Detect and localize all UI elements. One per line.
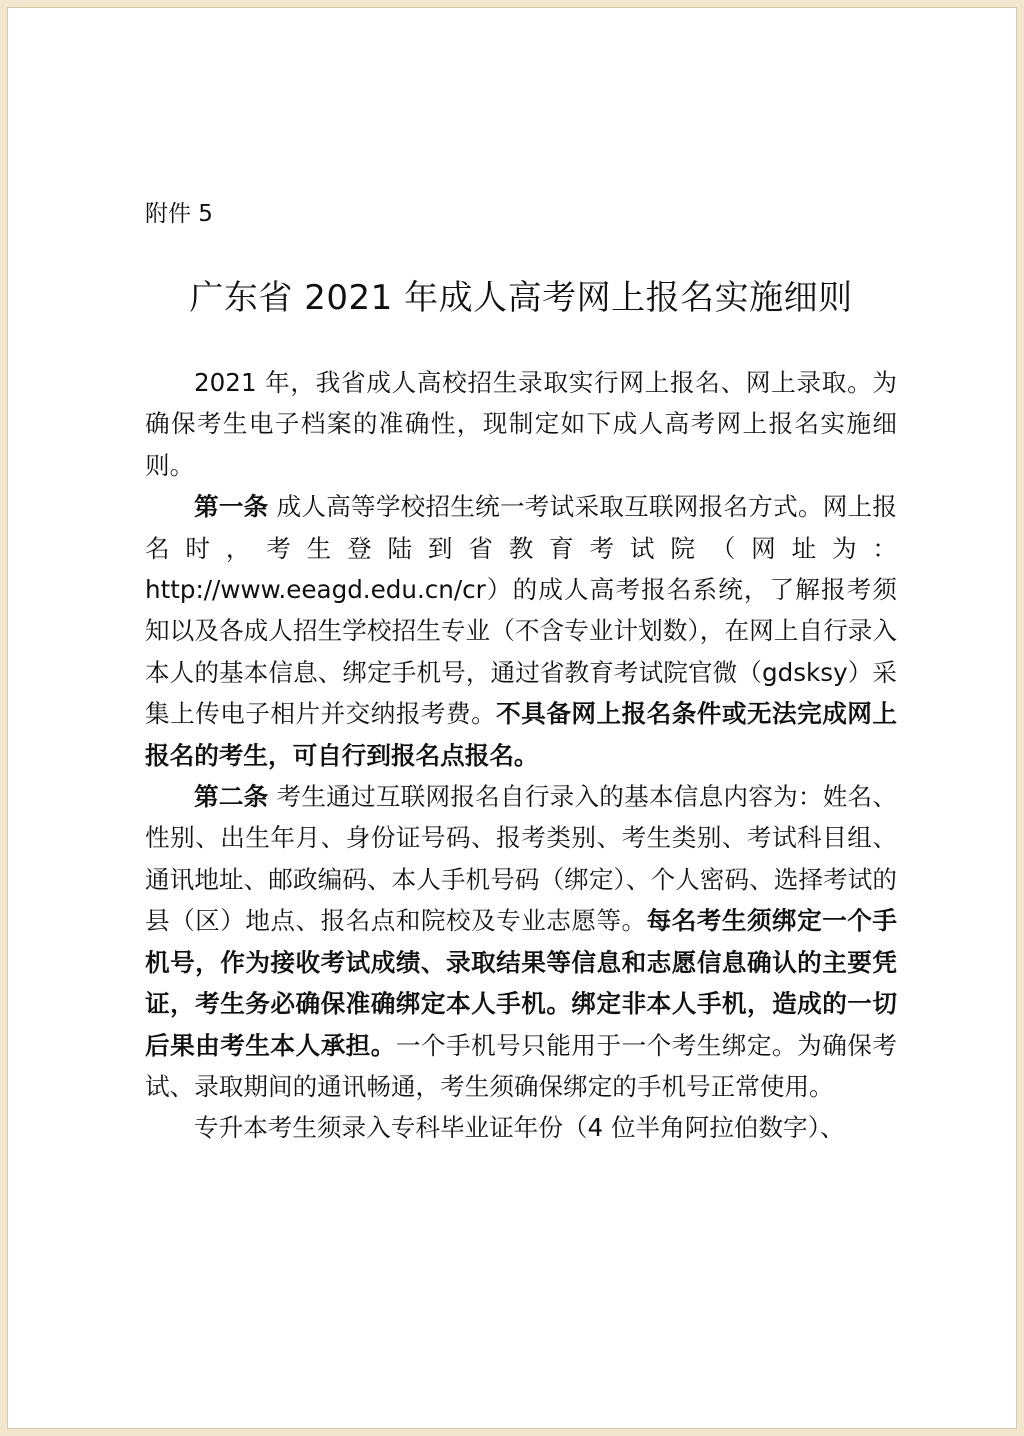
article-2-bold-text: 每名考生须绑定一个手机号，作为接收考试成绩、录取结果等信息和志愿信息确认的主要凭证，考生务必确保准确绑定本人手机。绑定非本人手机，造成的一切后果由考生本人承担。 [145,906,897,1060]
article-2-text: 考生通过互联网报名自行录入的基本信息内容为：姓名、性别、出生年月、身份证号码、报考类别、考生类别、考试科目组、通讯地址、邮政编码、本人手机号码（绑定）、个人密码、选择考试的县（区）地点、报名点和院校及专业志愿等。 [145,782,897,936]
document-content [145,198,897,1149]
article-1-heading: 第一条 [194,492,269,522]
attachment-label: 附件 5 [145,201,213,227]
document-title: 广东省 2021 年成人高考网上报名实施细则 [189,278,853,318]
article-2-heading: 第二条 [194,782,269,812]
document-page [7,7,1017,1429]
intro-paragraph: 2021 年，我省成人高校招生录取实行网上报名、网上录取。为确保考生电子档案的准确性，现制定如下成人高考网上报名实施细则。 [145,368,897,480]
article-2-tail-text: 一个手机号只能用于一个考生绑定。为确保考试、录取期间的通讯畅通，考生须确保绑定的手机号正常使用。 [145,1030,897,1101]
article-1-text: 成人高等学校招生统一考试采取互联网报名方式。网上报名时，考生登陆到省教育考试院（网址为：http://www.eeagd.edu.cn/cr）的成人高考报名系统，了解报考须知以及各成人招生学校招生专业（不含专业计划数），在网上自行录入本人的基本信息、绑定手机号，通过省教育考试院官微（gdsksy）采集上传电子相片并交纳报考费。 [145,492,897,729]
article-1-paragraph [145,486,897,776]
upgrade-paragraph: 专升本考生须录入专科毕业证年份（4 位半角阿拉伯数字）、 [194,1113,845,1143]
article-1-bold-text: 不具备网上报名条件或无法完成网上报名的考生，可自行到报名点报名。 [145,699,897,770]
article-2-paragraph [145,776,897,1107]
